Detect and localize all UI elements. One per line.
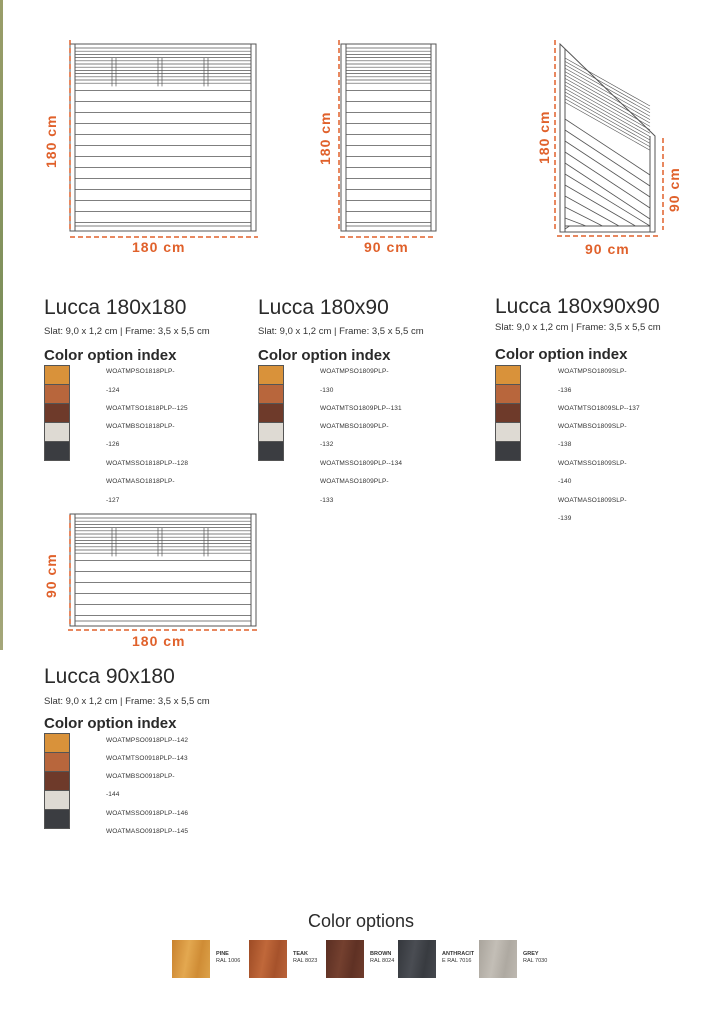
pine-swatch bbox=[172, 940, 210, 978]
product-code: WOATMSSO0918PLP--146 bbox=[106, 810, 189, 817]
product-title: Lucca 180x90x90 bbox=[495, 295, 660, 318]
product-code: WOATMTSO1809PLP--131 bbox=[320, 405, 402, 412]
teak-label: TEAK RAL 8023 bbox=[293, 951, 318, 964]
color-swatch bbox=[44, 384, 70, 404]
product-code: WOATMBSO1809PLP- bbox=[320, 423, 389, 430]
product-code: -127 bbox=[106, 497, 120, 504]
product-code: WOATMASO1818PLP- bbox=[106, 478, 175, 485]
color-swatch bbox=[495, 441, 521, 461]
product-code: -140 bbox=[558, 478, 572, 485]
product-title: Lucca 90x180 bbox=[44, 665, 175, 688]
height-label: 180 cm bbox=[43, 114, 59, 168]
drawing-lucca-180x180 bbox=[40, 40, 270, 260]
color-swatch bbox=[495, 403, 521, 423]
product-code: WOATMSSO1809PLP--134 bbox=[320, 460, 403, 467]
product-code: WOATMBSO1818PLP- bbox=[106, 423, 175, 430]
product-spec: Slat: 9,0 x 1,2 cm | Frame: 3,5 x 5,5 cm bbox=[495, 322, 661, 333]
product-code: -130 bbox=[320, 387, 334, 394]
product-spec: Slat: 9,0 x 1,2 cm | Frame: 3,5 x 5,5 cm bbox=[44, 326, 210, 337]
color-options-title: Color options bbox=[307, 911, 415, 931]
brown-swatch bbox=[326, 940, 364, 978]
product-code: WOATMPSO1809PLP- bbox=[320, 368, 389, 375]
height-label: 90 cm bbox=[43, 553, 59, 598]
color-index-title: Color option index bbox=[44, 715, 177, 732]
product-code: WOATMPSO0918PLP--142 bbox=[106, 737, 189, 744]
product-code: -136 bbox=[558, 387, 572, 394]
color-swatch bbox=[495, 384, 521, 404]
color-swatch bbox=[258, 403, 284, 423]
color-swatch bbox=[258, 441, 284, 461]
width-label: 90 cm bbox=[585, 241, 630, 257]
product-code: -126 bbox=[106, 441, 120, 448]
product-code: -139 bbox=[558, 515, 572, 522]
color-swatch bbox=[495, 365, 521, 385]
color-swatch bbox=[44, 771, 70, 791]
product-code: WOATMBSO1809SLP- bbox=[558, 423, 627, 430]
color-index-title: Color option index bbox=[258, 347, 391, 364]
product-code: -124 bbox=[106, 387, 120, 394]
color-swatch bbox=[44, 809, 70, 829]
width-label: 90 cm bbox=[364, 239, 409, 255]
product-code: WOATMPSO1809SLP- bbox=[558, 368, 627, 375]
color-swatch bbox=[44, 365, 70, 385]
product-code: WOATMSSO1809SLP- bbox=[558, 460, 627, 467]
color-swatch bbox=[44, 441, 70, 461]
drawing-lucca-180x90 bbox=[316, 40, 446, 260]
grey-label: GREY RAL 7030 bbox=[523, 951, 548, 964]
product-code: WOATMASO0918PLP--145 bbox=[106, 828, 189, 835]
product-code: WOATMASO1809SLP- bbox=[558, 497, 627, 504]
color-swatch bbox=[44, 752, 70, 772]
product-code: -138 bbox=[558, 441, 572, 448]
width-label: 180 cm bbox=[132, 239, 186, 255]
product-code: -132 bbox=[320, 441, 334, 448]
product-title: Lucca 180x90 bbox=[258, 296, 389, 319]
product-code: WOATMTSO1818PLP--125 bbox=[106, 405, 188, 412]
right-height-label: 90 cm bbox=[666, 167, 682, 212]
pine-label: PINE RAL 1006 bbox=[216, 951, 241, 964]
color-swatch bbox=[44, 733, 70, 753]
color-swatch bbox=[44, 403, 70, 423]
color-swatch bbox=[44, 790, 70, 810]
drawing-lucca-90x180 bbox=[40, 510, 270, 650]
product-title: Lucca 180x180 bbox=[44, 296, 187, 319]
height-label: 180 cm bbox=[536, 110, 552, 164]
product-code: WOATMTSO1809SLP--137 bbox=[558, 405, 640, 412]
color-swatch bbox=[258, 422, 284, 442]
anthracite-label: ANTHRACIT E RAL 7016 bbox=[442, 951, 475, 964]
color-swatch bbox=[495, 422, 521, 442]
width-label: 180 cm bbox=[132, 633, 186, 649]
product-code: WOATMPSO1818PLP- bbox=[106, 368, 175, 375]
height-label: 180 cm bbox=[317, 111, 333, 165]
anthracite-swatch bbox=[398, 940, 436, 978]
product-code: -133 bbox=[320, 497, 334, 504]
product-code: WOATMSSO1818PLP--128 bbox=[106, 460, 189, 467]
color-index-title: Color option index bbox=[44, 347, 177, 364]
teak-swatch bbox=[249, 940, 287, 978]
drawing-lucca-180x90x90 bbox=[535, 40, 685, 260]
color-swatch bbox=[258, 384, 284, 404]
color-swatch bbox=[258, 365, 284, 385]
product-spec: Slat: 9,0 x 1,2 cm | Frame: 3,5 x 5,5 cm bbox=[44, 696, 210, 707]
page-edge-strip bbox=[0, 0, 3, 650]
product-spec: Slat: 9,0 x 1,2 cm | Frame: 3,5 x 5,5 cm bbox=[258, 326, 424, 337]
product-code: WOATMTSO0918PLP--143 bbox=[106, 755, 188, 762]
brown-label: BROWN RAL 8024 bbox=[370, 951, 395, 964]
product-code: WOATMBSO0918PLP- bbox=[106, 773, 175, 780]
product-code: WOATMASO1809PLP- bbox=[320, 478, 389, 485]
product-code: -144 bbox=[106, 791, 120, 798]
color-swatch bbox=[44, 422, 70, 442]
color-index-title: Color option index bbox=[495, 346, 628, 363]
grey-swatch bbox=[479, 940, 517, 978]
